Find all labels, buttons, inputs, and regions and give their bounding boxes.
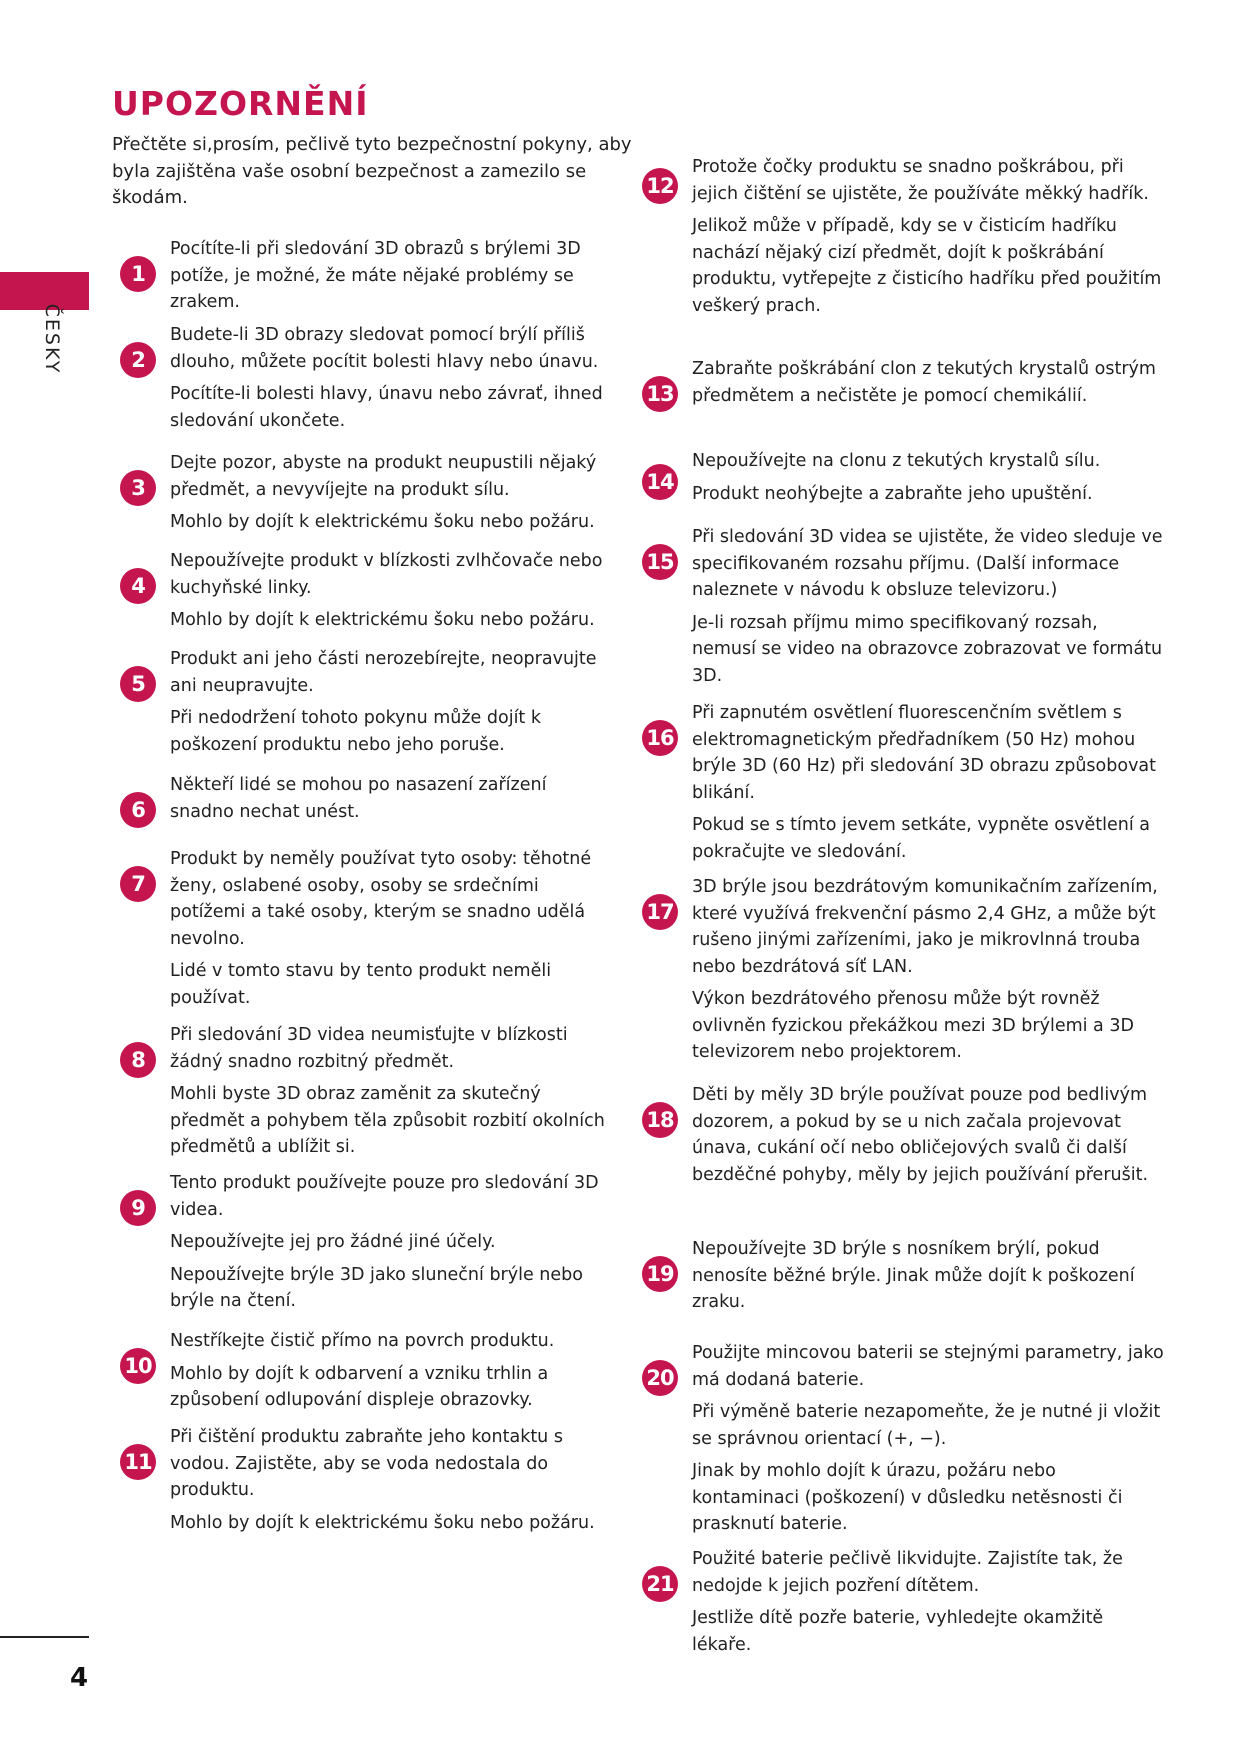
item-paragraph: Mohlo by dojít k elektrickému šoku nebo požáru.: [170, 610, 595, 630]
language-label: ČESKY: [41, 303, 63, 375]
footer-rule: [0, 1636, 89, 1638]
warning-item: [112, 450, 612, 542]
item-paragraph: Lidé v tomto stavu by tento produkt neměli používat.: [170, 961, 552, 1008]
item-number-badge: 12: [642, 168, 678, 204]
item-number-badge: 5: [120, 666, 156, 702]
warning-item: [634, 154, 1164, 325]
intro-text: Přečtěte si,prosím, pečlivě tyto bezpečnostní pokyny, aby byla zajištěna vaše osobní bezpečnost a zamezilo se škodám.: [112, 134, 632, 208]
item-paragraph: Nepoužívejte jej pro žádné jiné účely.: [170, 1232, 496, 1252]
item-text: [692, 1546, 1164, 1658]
item-number-badge: 3: [120, 470, 156, 506]
item-paragraph: Použijte mincovou baterii se stejnými parametry, jako má dodaná baterie.: [692, 1343, 1164, 1390]
item-text: [170, 1170, 612, 1315]
item-paragraph: Mohli byste 3D obraz zaměnit za skutečný předmět a pohybem těla způsobit rozbití okolních předmětů a ublížit si.: [170, 1084, 605, 1157]
warning-item: [634, 448, 1164, 513]
item-number-badge: 14: [642, 464, 678, 500]
item-number-badge: 10: [120, 1348, 156, 1384]
item-paragraph: Dejte pozor, abyste na produkt neupustili nějaký předmět, a nevyvíjejte na produkt sílu.: [170, 453, 597, 500]
item-text: [692, 1340, 1164, 1538]
item-text: [692, 1082, 1164, 1188]
warning-item: [112, 322, 612, 440]
item-text: [692, 700, 1164, 865]
item-text: [170, 322, 612, 434]
warning-item: [634, 356, 1164, 415]
warning-item: [634, 1082, 1164, 1194]
item-paragraph: Nepoužívejte produkt v blízkosti zvlhčovače nebo kuchyňské linky.: [170, 551, 603, 598]
item-paragraph: Jinak by mohlo dojít k úrazu, požáru nebo kontaminaci (poškození) v důsledku netěsnosti či prasknutí baterie.: [692, 1461, 1123, 1534]
item-text: [692, 874, 1164, 1066]
item-paragraph: Zabraňte poškrábání clon z tekutých krystalů ostrým předmětem a nečistěte je pomocí chemikálií.: [692, 359, 1156, 406]
warning-item: [112, 236, 612, 322]
item-number-badge: 9: [120, 1190, 156, 1226]
item-number-badge: 19: [642, 1256, 678, 1292]
item-paragraph: 3D brýle jsou bezdrátovým komunikačním zařízením, které využívá frekvenční pásmo 2,4 GHz, a může být rušeno jinými zařízeními, jako je mikrovlnná trouba nebo bezdrátová síť LAN.: [692, 877, 1158, 977]
item-number-badge: 2: [120, 342, 156, 378]
item-paragraph: Mohlo by dojít k elektrickému šoku nebo požáru.: [170, 512, 595, 532]
item-number-badge: 17: [642, 894, 678, 930]
item-number-badge: 7: [120, 866, 156, 902]
warning-item: [634, 700, 1164, 871]
item-paragraph: Použité baterie pečlivě likvidujte. Zajistíte tak, že nedojde k jejich pozření dítětem.: [692, 1549, 1123, 1596]
warning-item: [634, 1236, 1164, 1322]
warning-item: [634, 524, 1164, 695]
item-text: [692, 448, 1164, 507]
item-text: [170, 846, 612, 1011]
item-number-badge: 15: [642, 544, 678, 580]
item-number-badge: 21: [642, 1566, 678, 1602]
item-paragraph: Produkt by neměly používat tyto osoby: těhotné ženy, oslabené osoby, osoby se srdečními potížemi a také osoby, kterým se snadno udělá nevolno.: [170, 849, 592, 949]
item-paragraph: Je-li rozsah příjmu mimo specifikovaný rozsah, nemusí se video na obrazovce zobrazovat ve formátu 3D.: [692, 612, 1163, 686]
item-paragraph: Někteří lidé se mohou po nasazení zařízení snadno nechat unést.: [170, 775, 547, 822]
item-text: [170, 450, 612, 536]
item-text: [170, 548, 612, 634]
item-paragraph: Mohlo by dojít k odbarvení a vzniku trhlin a způsobení odlupování displeje obrazovky.: [170, 1363, 549, 1410]
item-paragraph: Výkon bezdrátového přenosu může být rovněž ovlivněn fyzickou překážkou mezi 3D brýlemi a 3D televizorem nebo projektorem.: [692, 989, 1134, 1062]
item-number-badge: 16: [642, 720, 678, 756]
item-paragraph: Mohlo by dojít k elektrickému šoku nebo požáru.: [170, 1512, 595, 1533]
warning-item: [112, 646, 612, 764]
item-text: [692, 524, 1164, 689]
page-number: 4: [70, 1663, 89, 1693]
item-paragraph: Budete-li 3D obrazy sledovat pomocí brýlí příliš dlouho, můžete pocítit bolesti hlavy nebo únavu.: [170, 325, 599, 372]
item-paragraph: Při sledování 3D videa neumisťujte v blízkosti žádný snadno rozbitný předmět.: [170, 1025, 568, 1072]
item-paragraph: Protože čočky produktu se snadno poškrábou, při jejich čištění se ujistěte, že používáte měkký hadřík.: [692, 157, 1149, 204]
item-text: [170, 1424, 612, 1536]
warning-item: [634, 1340, 1164, 1544]
warning-item: [112, 1022, 612, 1167]
warning-item: [112, 772, 612, 831]
item-number-badge: 4: [120, 568, 156, 604]
item-paragraph: Jelikož může v případě, kdy se v čisticím hadříku nachází nějaký cizí předmět, dojít k poškrábání produktu, vytřepejte z čisticího hadříku před použitím veškerý prach.: [692, 216, 1162, 316]
item-number-badge: 1: [120, 256, 156, 292]
item-text: [170, 646, 612, 758]
item-number-badge: 8: [120, 1042, 156, 1078]
item-paragraph: Nepoužívejte brýle 3D jako sluneční brýle nebo brýle na čtení.: [170, 1264, 583, 1311]
item-text: [170, 236, 612, 316]
warning-item: [112, 1170, 612, 1321]
item-paragraph: Děti by měly 3D brýle používat pouze pod bedlivým dozorem, a pokud by se u nich začala projevovat únava, cukání očí nebo obličejových svalů či další bezděčné pohyby, měly by jejich používání přerušit.: [692, 1085, 1149, 1185]
item-paragraph: Při zapnutém osvětlení fluorescenčním světlem s elektromagnetickým předřadníkem (50 Hz) mohou brýle 3D (60 Hz) při sledování 3D obrazu způsobovat blikání.: [692, 703, 1157, 803]
item-text: [692, 356, 1164, 409]
warning-item: [112, 1328, 612, 1420]
warning-item: [112, 1424, 612, 1542]
item-paragraph: Pokud se s tímto jevem setkáte, vypněte osvětlení a pokračujte ve sledování.: [692, 815, 1150, 862]
item-paragraph: Pocítíte-li při sledování 3D obrazů s brýlemi 3D potíže, je možné, že máte nějaké problémy se zrakem.: [170, 239, 581, 312]
item-paragraph: Při nedodržení tohoto pokynu může dojít k poškození produktu nebo jeho poruše.: [170, 708, 541, 755]
item-paragraph: Pocítíte-li bolesti hlavy, únavu nebo závrať, ihned sledování ukončete.: [170, 384, 603, 431]
item-paragraph: Produkt neohýbejte a zabraňte jeho upuštění.: [692, 483, 1093, 504]
warning-item: [112, 846, 612, 1017]
item-number-badge: 20: [642, 1360, 678, 1396]
item-number-badge: 6: [120, 792, 156, 828]
item-text: [170, 1022, 612, 1161]
item-paragraph: Nepoužívejte na clonu z tekutých krystalů sílu.: [692, 451, 1101, 471]
item-paragraph: Produkt ani jeho části nerozebírejte, neopravujte ani neupravujte.: [170, 649, 597, 696]
item-paragraph: Nepoužívejte 3D brýle s nosníkem brýlí, pokud nenosíte běžné brýle. Jinak může dojít k poškození zraku.: [692, 1239, 1135, 1312]
item-text: [170, 1328, 612, 1414]
item-text: [692, 154, 1164, 319]
item-number-badge: 11: [120, 1444, 156, 1480]
item-number-badge: 18: [642, 1102, 678, 1138]
item-paragraph: Jestliže dítě pozře baterie, vyhledejte okamžitě lékaře.: [692, 1608, 1104, 1655]
item-paragraph: Při sledování 3D videa se ujistěte, že video sleduje ve specifikovaném rozsahu příjmu. (Další informace naleznete v návodu k obsluze televizoru.): [692, 527, 1163, 600]
item-paragraph: Při výměně baterie nezapomeňte, že je nutné ji vložit se správnou orientací (+, −).: [692, 1402, 1161, 1449]
item-number-badge: 13: [642, 376, 678, 412]
item-text: [170, 772, 612, 825]
item-text: [692, 1236, 1164, 1316]
warning-item: [112, 548, 612, 640]
item-paragraph: Nestříkejte čistič přímo na povrch produktu.: [170, 1331, 555, 1351]
item-paragraph: Tento produkt používejte pouze pro sledování 3D videa.: [170, 1173, 599, 1220]
warning-item: [634, 874, 1164, 1072]
item-paragraph: Při čištění produktu zabraňte jeho kontaktu s vodou. Zajistěte, aby se voda nedostala do produktu.: [170, 1427, 563, 1500]
warning-item: [634, 1546, 1164, 1664]
page-title: UPOZORNĚNÍ: [112, 84, 369, 123]
